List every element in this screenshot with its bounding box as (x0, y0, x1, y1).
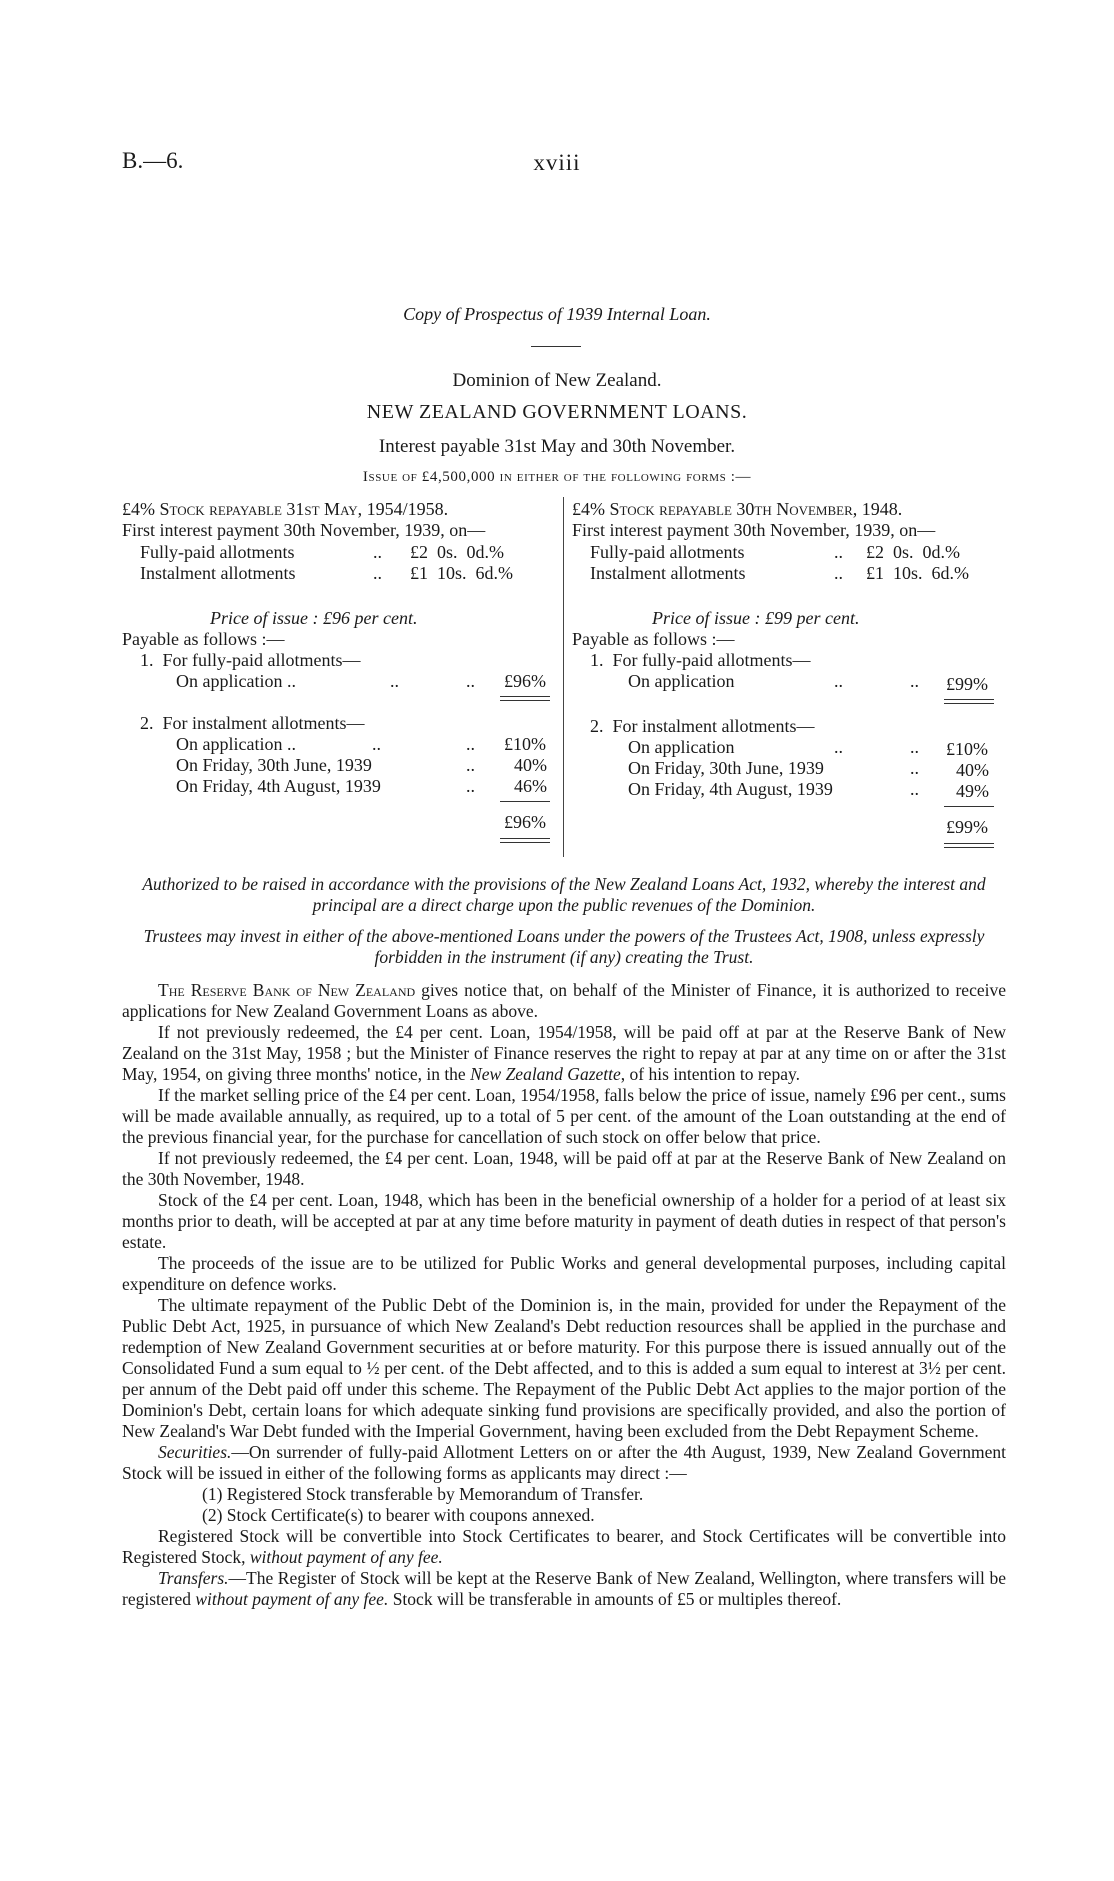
right-value: £99% (946, 674, 988, 694)
left-dots: .. (466, 671, 475, 691)
paragraph (122, 1568, 1006, 1610)
paragraph-text: Registered Stock will be convertible into Stock Certificates to bearer, and Stock Certificates will be convertible into Registered Stock, (122, 1526, 1006, 1567)
left-dots: .. (466, 776, 475, 796)
left-friday-august: On Friday, 4th August, 1939 (176, 776, 381, 796)
left-fully-paid-label: Fully-paid allotments (140, 542, 295, 562)
document-reference: B.—6. (122, 148, 184, 173)
right-dots: .. (834, 737, 843, 757)
right-dots: .. (910, 671, 919, 691)
left-total: £96% (504, 812, 546, 832)
paragraph (122, 1442, 1006, 1484)
gazette-name: New Zealand Gazette (470, 1064, 621, 1084)
right-value: 40% (956, 760, 989, 780)
left-first-interest: First interest payment 30th November, 1939, on— (122, 520, 486, 540)
interest-line: Interest payable 31st May and 30th November. (378, 436, 736, 457)
paragraph (122, 980, 1006, 1022)
emphasis: without payment of any fee. (195, 1589, 389, 1609)
right-fully-paid-label: Fully-paid allotments (590, 542, 745, 562)
right-on-application: On application (628, 671, 735, 691)
section-label: Securities. (158, 1442, 232, 1462)
paragraph-text: —On surrender of fully-paid Allotment Letters on or after the 4th August, 1939, New Zealand Government Stock will be issued in either of the following forms as applicants may direct :— (122, 1442, 1006, 1483)
right-price: Price of issue : £99 per cent. (652, 608, 860, 628)
divider-rule (531, 346, 581, 347)
authorized-note: Authorized to be raised in accordance with the provisions of the New Zealand Loans Act, 1932, whereby the interest and principal are a direct charge upon the public revenues of the Dominion. (142, 874, 986, 915)
paragraph (122, 1022, 1006, 1085)
right-value: £10% (946, 739, 988, 759)
left-item-1: 1. For fully-paid allotments— (140, 650, 361, 670)
dominion-title: Dominion of New Zealand. (452, 370, 662, 391)
right-heading: £4% Stock repayable 30th November, 1948. (572, 499, 903, 519)
left-value: 46% (514, 776, 547, 796)
double-rule (500, 838, 550, 843)
left-dots: .. (372, 734, 381, 754)
left-value: £96% (504, 671, 546, 691)
list-item: (2) Stock Certificate(s) to bearer with coupons annexed. (202, 1505, 595, 1525)
right-dots: .. (910, 737, 919, 757)
right-dots: .. (834, 671, 843, 691)
paragraph-text: If not previously redeemed, the £4 per cent. Loan, 1954/1958, will be paid off at par at the Reserve Bank of New Zealand on the 31st May, 1958 ; but the Minister of Finance reserves the right to repay at par at any time on or after the 31st May, 1954, on giving three months' notice, in the (122, 1022, 1006, 1084)
bank-name: The Reserve Bank of New Zealand (158, 980, 416, 1000)
right-friday-june: On Friday, 30th June, 1939 (628, 758, 824, 778)
prospectus-body (122, 874, 1006, 1610)
left-price: Price of issue : £96 per cent. (210, 608, 418, 628)
emphasis: without payment of any fee. (249, 1547, 443, 1567)
section-label: Transfers. (158, 1568, 229, 1588)
column-divider (563, 497, 564, 857)
trustees-note: Trustees may invest in either of the above-mentioned Loans under the powers of the Trustees Act, 1908, unless expressly forbidden in the instrument (if any) creating the Trust. (143, 926, 985, 967)
double-rule (500, 696, 550, 701)
right-value: 49% (956, 781, 989, 801)
right-instalment-label: Instalment allotments (590, 563, 746, 583)
left-dots: .. (466, 734, 475, 754)
right-dots: .. (910, 779, 919, 799)
right-total: £99% (946, 817, 988, 837)
paragraph-text: Stock will be transferable in amounts of £5 or multiples thereof. (388, 1589, 842, 1609)
double-rule (944, 843, 994, 848)
right-first-interest: First interest payment 30th November, 1939, on— (572, 520, 936, 540)
left-instalment-amount: £1 10s. 6d.% (410, 563, 513, 583)
left-value: 40% (514, 755, 547, 775)
right-friday-august: On Friday, 4th August, 1939 (628, 779, 833, 799)
left-payable: Payable as follows :— (122, 629, 285, 649)
double-rule (944, 699, 994, 704)
paragraph (122, 1526, 1006, 1568)
paragraph: If the market selling price of the £4 per cent. Loan, 1954/1958, falls below the price of issue, namely £96 per cent., sums will be made available annually, as required, up to a total of 5 per cent. of the amount of the Loan outstanding at the end of the previous financial year, for the purchase for cancellation of such stock on offer below that price. (122, 1085, 1006, 1147)
left-dots: .. (373, 542, 382, 562)
left-dots: .. (466, 755, 475, 775)
left-heading: £4% Stock repayable 31st May, 1954/1958. (122, 499, 449, 519)
paragraph: Stock of the £4 per cent. Loan, 1948, which has been in the beneficial ownership of a holder for a period of at least six months prior to death, will be accepted at par at any time before maturity in payment of death duties in respect of that person's estate. (122, 1190, 1006, 1252)
right-dots: .. (834, 563, 843, 583)
paragraph: If not previously redeemed, the £4 per cent. Loan, 1948, will be paid off at par at the Reserve Bank of New Zealand on the 30th November, 1948. (122, 1148, 1006, 1189)
left-fully-paid-amount: £2 0s. 0d.% (410, 542, 504, 562)
right-payable: Payable as follows :— (572, 629, 735, 649)
list-item: (1) Registered Stock transferable by Memorandum of Transfer. (202, 1484, 644, 1504)
right-dots: .. (834, 542, 843, 562)
loans-title: NEW ZEALAND GOVERNMENT LOANS. (366, 401, 748, 423)
paragraph-text: —The Register of Stock will be kept at the Reserve Bank of New Zealand, Wellington, where transfers will be registered (122, 1568, 1006, 1609)
sum-rule (500, 801, 550, 802)
paragraph: The ultimate repayment of the Public Debt of the Dominion is, in the main, provided for under the Repayment of the Public Debt Act, 1925, in pursuance of which New Zealand's Debt reduction resources shall be applied in the purchase and redemption of New Zealand Government securities at or before maturity. For this purpose there is issued annually out of the Consolidated Fund a sum equal to ½ per cent. of the Debt affected, and to this is added a sum equal to interest at 3½ per cent. per annum of the Debt paid off under this scheme. The Repayment of the Public Debt Act applies to the major portion of the Dominion's Debt, certain loans for which adequate sinking fund provisions are specifically provided, and also the portion of New Zealand's War Debt funded with the Imperial Government, having been excluded from the Debt Repayment Scheme. (122, 1295, 1006, 1441)
right-item-1: 1. For fully-paid allotments— (590, 650, 811, 670)
left-value: £10% (504, 734, 546, 754)
right-on-application: On application (628, 737, 735, 757)
right-fully-paid-amount: £2 0s. 0d.% (866, 542, 960, 562)
issue-line: Issue of £4,500,000 in either of the following forms :— (362, 469, 752, 485)
right-instalment-amount: £1 10s. 6d.% (866, 563, 969, 583)
left-item-2: 2. For instalment allotments— (140, 713, 365, 733)
left-on-application: On application .. (176, 671, 296, 691)
page-number: xviii (533, 150, 581, 175)
paragraph: The proceeds of the issue are to be utilized for Public Works and general developmental purposes, including capital expenditure on defence works. (122, 1253, 1006, 1294)
paragraph-text: gives notice that, on behalf of the Minister of Finance, it is authorized to receive applications for New Zealand Government Loans as above. (122, 980, 1006, 1021)
left-on-application: On application .. (176, 734, 296, 754)
sum-rule (944, 806, 994, 807)
left-friday-june: On Friday, 30th June, 1939 (176, 755, 372, 775)
left-instalment-label: Instalment allotments (140, 563, 296, 583)
left-dots: .. (373, 563, 382, 583)
prospectus-caption: Copy of Prospectus of 1939 Internal Loan. (403, 304, 711, 324)
right-item-2: 2. For instalment allotments— (590, 716, 815, 736)
paragraph-text: , of his intention to repay. (620, 1064, 800, 1084)
right-dots: .. (910, 758, 919, 778)
left-dots: .. (390, 671, 399, 691)
